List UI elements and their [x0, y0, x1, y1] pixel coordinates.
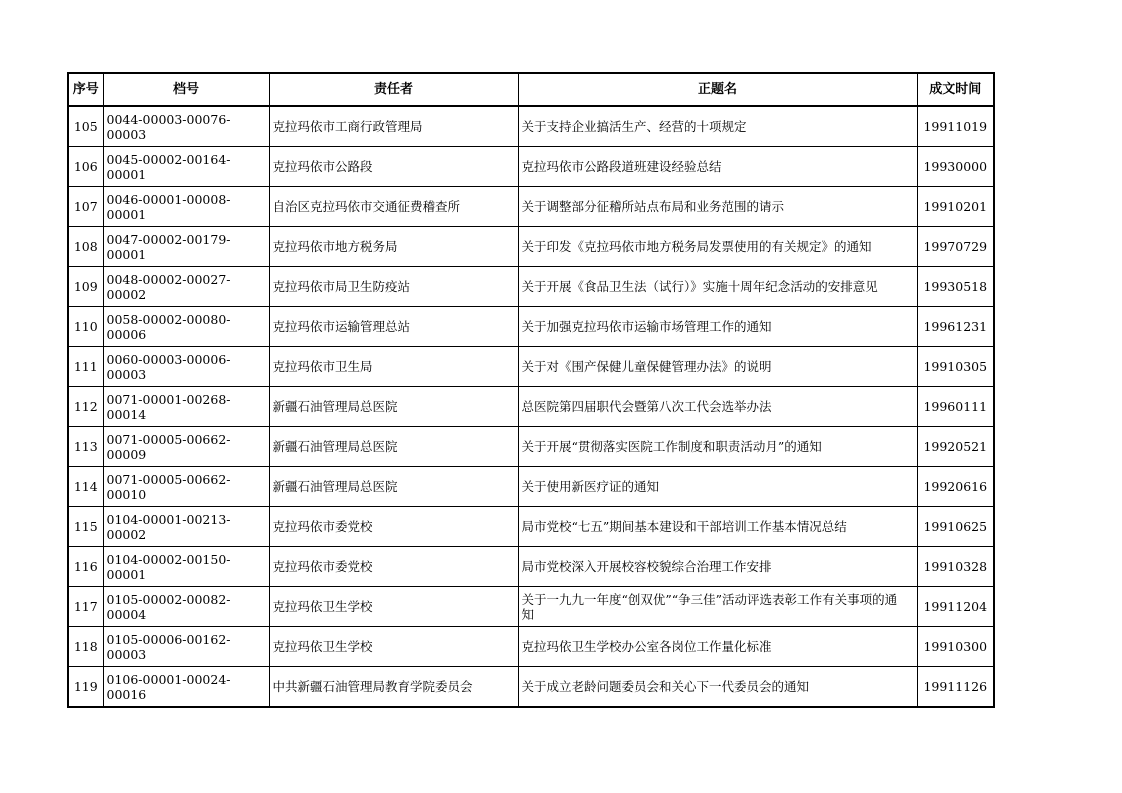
table-row — [68, 187, 994, 227]
cell-file-no: 0047-00002-00179-00001 — [103, 227, 269, 267]
cell-seq: 116 — [68, 547, 103, 587]
cell-seq: 119 — [68, 667, 103, 708]
cell-file-no: 0046-00001-00008-00001 — [103, 187, 269, 227]
cell-seq: 113 — [68, 427, 103, 467]
header-date: 成文时间 — [917, 73, 994, 106]
cell-date: 19920521 — [917, 427, 994, 467]
cell-seq: 117 — [68, 587, 103, 627]
cell-seq: 105 — [68, 106, 103, 147]
table-row — [68, 147, 994, 187]
cell-title: 克拉玛依市公路段道班建设经验总结 — [518, 147, 917, 187]
cell-title: 关于一九九一年度“创双优”“争三佳”活动评选表彰工作有关事项的通知 — [518, 587, 917, 627]
cell-seq: 112 — [68, 387, 103, 427]
cell-title: 局市党校深入开展校容校貌综合治理工作安排 — [518, 547, 917, 587]
cell-file-no: 0105-00006-00162-00003 — [103, 627, 269, 667]
cell-date: 19920616 — [917, 467, 994, 507]
table-row — [68, 547, 994, 587]
cell-responsible: 新疆石油管理局总医院 — [269, 387, 518, 427]
header-title: 正题名 — [518, 73, 917, 106]
cell-title: 关于调整部分征稽所站点布局和业务范围的请示 — [518, 187, 917, 227]
cell-date: 19910625 — [917, 507, 994, 547]
cell-file-no: 0071-00005-00662-00009 — [103, 427, 269, 467]
cell-seq: 111 — [68, 347, 103, 387]
cell-date: 19930000 — [917, 147, 994, 187]
cell-seq: 118 — [68, 627, 103, 667]
cell-file-no: 0071-00001-00268-00014 — [103, 387, 269, 427]
table-row — [68, 627, 994, 667]
cell-date: 19910305 — [917, 347, 994, 387]
cell-title: 关于使用新医疗证的通知 — [518, 467, 917, 507]
cell-responsible: 自治区克拉玛依市交通征费稽查所 — [269, 187, 518, 227]
table-row — [68, 387, 994, 427]
cell-responsible: 克拉玛依市公路段 — [269, 147, 518, 187]
cell-responsible: 克拉玛依卫生学校 — [269, 587, 518, 627]
cell-file-no: 0106-00001-00024-00016 — [103, 667, 269, 708]
cell-file-no: 0060-00003-00006-00003 — [103, 347, 269, 387]
cell-date: 19961231 — [917, 307, 994, 347]
table-row — [68, 587, 994, 627]
table-row — [68, 347, 994, 387]
header-responsible: 责任者 — [269, 73, 518, 106]
cell-date: 19930518 — [917, 267, 994, 307]
cell-title: 总医院第四届职代会暨第八次工代会选举办法 — [518, 387, 917, 427]
cell-responsible: 克拉玛依卫生学校 — [269, 627, 518, 667]
cell-title: 关于开展“贯彻落实医院工作制度和职责活动月”的通知 — [518, 427, 917, 467]
cell-date: 19911204 — [917, 587, 994, 627]
cell-responsible: 中共新疆石油管理局教育学院委员会 — [269, 667, 518, 708]
cell-title: 关于支持企业搞活生产、经营的十项规定 — [518, 106, 917, 147]
cell-seq: 110 — [68, 307, 103, 347]
cell-seq: 114 — [68, 467, 103, 507]
cell-file-no: 0104-00002-00150-00001 — [103, 547, 269, 587]
cell-date: 19911126 — [917, 667, 994, 708]
table-row — [68, 267, 994, 307]
cell-seq: 115 — [68, 507, 103, 547]
cell-file-no: 0048-00002-00027-00002 — [103, 267, 269, 307]
table-row — [68, 427, 994, 467]
table-body — [68, 106, 994, 707]
cell-seq: 106 — [68, 147, 103, 187]
cell-seq: 108 — [68, 227, 103, 267]
cell-file-no: 0058-00002-00080-00006 — [103, 307, 269, 347]
cell-seq: 107 — [68, 187, 103, 227]
cell-title: 关于对《围产保健儿童保健管理办法》的说明 — [518, 347, 917, 387]
cell-seq: 109 — [68, 267, 103, 307]
table-row — [68, 106, 994, 147]
header-file-no: 档号 — [103, 73, 269, 106]
cell-file-no: 0044-00003-00076-00003 — [103, 106, 269, 147]
cell-date: 19910300 — [917, 627, 994, 667]
cell-responsible: 新疆石油管理局总医院 — [269, 467, 518, 507]
cell-date: 19910328 — [917, 547, 994, 587]
archive-table — [67, 72, 995, 708]
cell-file-no: 0045-00002-00164-00001 — [103, 147, 269, 187]
header-seq: 序号 — [68, 73, 103, 106]
cell-title: 关于成立老龄问题委员会和关心下一代委员会的通知 — [518, 667, 917, 708]
cell-responsible: 克拉玛依市地方税务局 — [269, 227, 518, 267]
cell-date: 19911019 — [917, 106, 994, 147]
cell-title: 关于印发《克拉玛依市地方税务局发票使用的有关规定》的通知 — [518, 227, 917, 267]
table-row — [68, 507, 994, 547]
cell-title: 关于开展《食品卫生法（试行）》实施十周年纪念活动的安排意见 — [518, 267, 917, 307]
table-row — [68, 227, 994, 267]
cell-date: 19970729 — [917, 227, 994, 267]
cell-date: 19910201 — [917, 187, 994, 227]
cell-title: 局市党校“七五”期间基本建设和干部培训工作基本情况总结 — [518, 507, 917, 547]
cell-responsible: 克拉玛依市运输管理总站 — [269, 307, 518, 347]
table-row — [68, 307, 994, 347]
cell-responsible: 克拉玛依市委党校 — [269, 547, 518, 587]
cell-responsible: 新疆石油管理局总医院 — [269, 427, 518, 467]
cell-title: 克拉玛依卫生学校办公室各岗位工作量化标准 — [518, 627, 917, 667]
cell-file-no: 0104-00001-00213-00002 — [103, 507, 269, 547]
cell-title: 关于加强克拉玛依市运输市场管理工作的通知 — [518, 307, 917, 347]
table-row — [68, 467, 994, 507]
cell-file-no: 0105-00002-00082-00004 — [103, 587, 269, 627]
cell-responsible: 克拉玛依市卫生局 — [269, 347, 518, 387]
cell-responsible: 克拉玛依市工商行政管理局 — [269, 106, 518, 147]
cell-responsible: 克拉玛依市局卫生防疫站 — [269, 267, 518, 307]
cell-responsible: 克拉玛依市委党校 — [269, 507, 518, 547]
cell-file-no: 0071-00005-00662-00010 — [103, 467, 269, 507]
table-row — [68, 667, 994, 708]
header-row — [68, 73, 994, 106]
cell-date: 19960111 — [917, 387, 994, 427]
